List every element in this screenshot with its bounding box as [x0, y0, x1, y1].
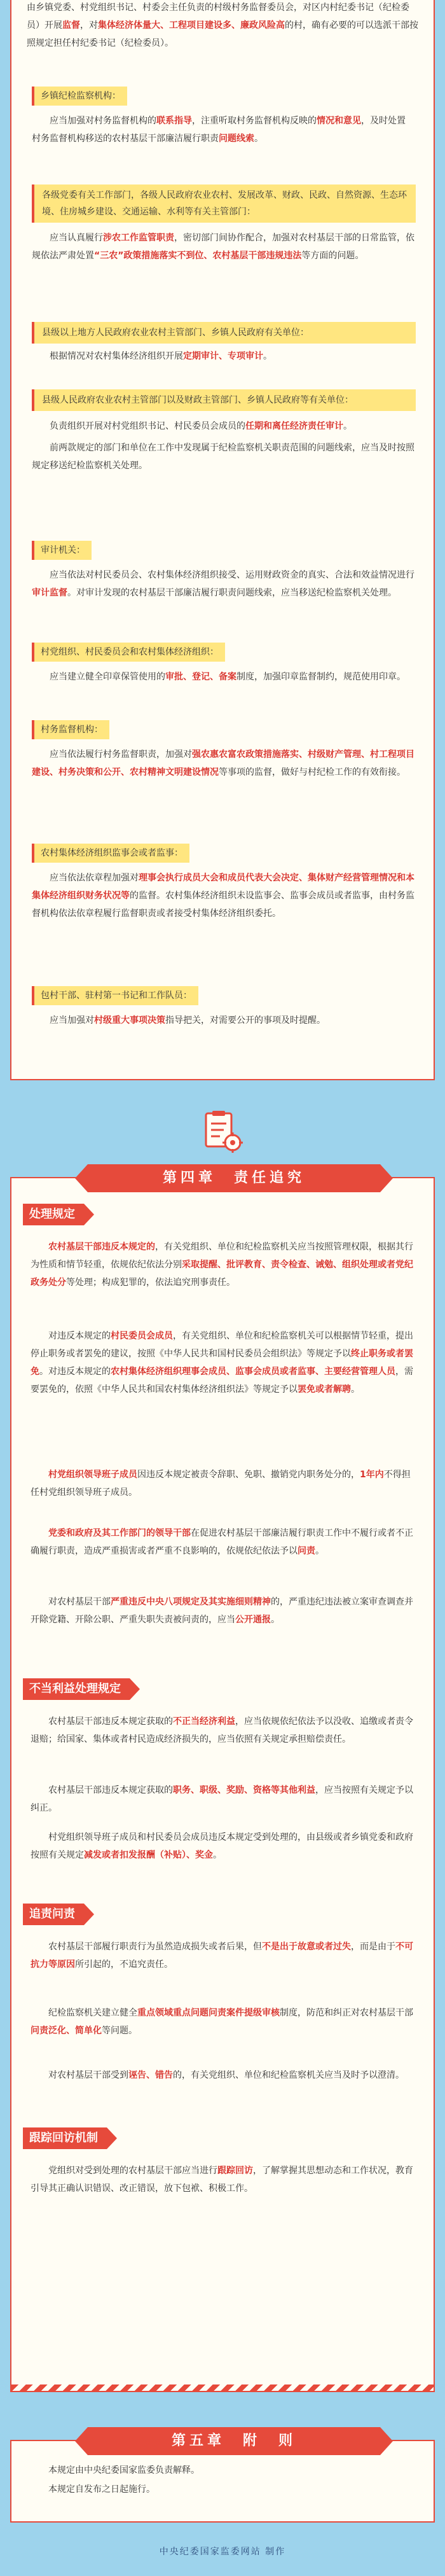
s7-body: 应当依法履行村务监督职责，加强对强农惠农富农政策措施落实、村级财产管理、村工程项目建设、村务决策和公开、农村精神文明建设情况等事项的监督，做好与村纪检工作的有效衔接。: [32, 749, 414, 777]
s1-title: 乡镇纪检监察机构：: [32, 87, 127, 106]
s8: [32, 844, 416, 922]
s5-title: 审计机关：: [32, 541, 92, 560]
s3-title: 县级以上地方人民政府农业农村主管部门、乡镇人民政府有关单位：: [32, 322, 416, 344]
ch4-p3: 村党组织领导班子成员因违反本规定被责令辞职、免职、撤销党内职务处分的，1年内不得担任村党组织领导班子成员。: [31, 1470, 411, 1498]
section-accountability: 追责问责: [23, 1904, 84, 1925]
section-follow-up: 跟踪回访机制: [23, 2127, 107, 2149]
s9-title: 包村干部、驻村第一书记和工作队员：: [32, 986, 198, 1005]
s4-body1: 负责组织开展对村党组织书记、村民委员会成员的任期和离任经济责任审计。: [50, 421, 352, 431]
s8-title: 农村集体经济组织监事会或者监事：: [32, 844, 189, 863]
ch4-p2: 对违反本规定的村民委员会成员，有关党组织、单位和纪检监察机关可以根据情节轻重，提出停止职务或者罢免的建议，按照《中华人民共和国村民委员会组织法》等规定予以终止职务或者罢免。对违反本规定的农村集体经济组织理事会成员、监事会成员或者监事、主要经营管理人员，需要罢免的，依照《中华人民共和国农村集体经济组织法》等规定予以罢免或者解聘。: [31, 1331, 413, 1395]
s5: [32, 541, 416, 602]
ch4-p11: 对农村基层干部受到诬告、错告的，有关党组织、单位和纪检监察机关应当及时予以澄清。: [48, 2070, 404, 2080]
section-improper-benefits: 不当利益处理规定: [23, 1678, 130, 1700]
ch4-p1: 农村基层干部违反本规定的，有关党组织、单位和纪检监察机关应当按照管理权限，根据其行为性质和情节轻重，依规依纪依法分别采取提醒、批评教育、责令检查、诫勉、组织处理或者党纪政务处分等处理；构成犯罪的，依法追究刑事责任。: [31, 1242, 413, 1288]
s8-body: 应当依法依章程加强对理事会执行成员大会和成员代表大会决定、集体财产经营管理情况和本集体经济组织财务状况等的监督。农村集体经济组织未设监事会、监事会成员或者监事，由村务监督机构依法依章程履行监督职责或者接受村集体经济组织委托。: [32, 873, 414, 919]
ch4-p8: 村党组织领导班子成员和村民委员会成员违反本规定受到处理的，由县级或者乡镇党委和政府按照有关规定减发或者扣发报酬（补贴）、奖金。: [31, 1832, 413, 1860]
chapter3-card: [10, 0, 435, 1080]
ch4-p12: 党组织对受到处理的农村基层干部应当进行跟踪回访，了解掌握其思想动态和工作状况，教育引导其正确认识错误、改正错误，放下包袱、积极工作。: [31, 2166, 413, 2194]
footer-credit: 中央纪委国家监委网站 制作: [159, 2547, 286, 2557]
chapter4-banner: 第四章 责任追究: [88, 1164, 380, 1192]
s2-title: 各级党委有关工作部门，各级人民政府农业农村、发展改革、财政、民政、自然资源、生态环境、住房城乡建设、交通运输、水利等有关主管部门：: [32, 184, 416, 223]
s2-body: 应当认真履行涉农工作监管职责，密切部门间协作配合，加强对农村基层干部的日常监管，依规依法严肃处置“三农”政策措施落实不到位、农村基层干部违规违法等方面的问题。: [32, 233, 414, 261]
s7: [32, 720, 416, 781]
s9-body: 应当加强对村级重大事项决策指导把关，对需要公开的事项及时提醒。: [50, 1015, 325, 1026]
chapter5-card: [10, 2433, 435, 2523]
ch5-p1: 本规定由中央纪委国家监委负责解释。: [48, 2465, 200, 2475]
s4-title: 县级人民政府农业农村主管部门以及财政主管部门、乡镇人民政府等有关单位：: [32, 389, 416, 411]
s4: [32, 389, 416, 475]
intro-paragraph: 由乡镇党委、村党组织书记、村委会主任负责的村级村务监督委员会，对区内村纪委书记（纪检委员）开展监督，对集体经济体量大、工程项目建设多、廉政风险高的村，确有必要的可以选派干部按照规定担任村纪委书记（纪检委员）。: [27, 3, 418, 48]
s6-title: 村党组织、村民委员会和农村集体经济组织：: [32, 643, 225, 662]
s6-body: 应当建立健全印章保管使用的审批、登记、备案制度，加强印章监督制约，规范使用印章。: [50, 672, 406, 682]
s3: [32, 322, 416, 365]
s1-body: 应当加强对村务监督机构的联系指导，注重听取村务监督机构反映的情况和意见，及时处置村务监督机构移送的农村基层干部廉洁履行职责问题线索。: [32, 116, 406, 144]
ch4-p4: 党委和政府及其工作部门的领导干部在促进农村基层干部廉洁履行职责工作中不履行或者不正确履行职责，造成严重损害或者严重不良影响的，依规依纪依法予以问责。: [31, 1528, 413, 1556]
s9: [32, 986, 416, 1029]
ch4-p7: 农村基层干部违反本规定获取的职务、职级、奖励、资格等其他利益，应当按照有关规定予以纠正。: [31, 1785, 413, 1813]
s6: [32, 643, 416, 686]
ch5-p2: 本规定自发布之日起施行。: [48, 2484, 155, 2495]
chapter5-banner: 第五章 附 则: [88, 2427, 380, 2455]
s4-body2: 前两款规定的部门和单位在工作中发现属于纪检监察机关职责范围的问题线索，应当及时按照规定移送纪检监察机关处理。: [32, 443, 414, 471]
chapter4-card: [10, 1170, 435, 2392]
decorative-stripe: [11, 2385, 434, 2391]
ch4-p9: 农村基层干部履行职责行为虽然造成损失或者后果，但不是出于故意或者过失，而是由于不可抗力等原因所引起的，不追究责任。: [31, 1942, 413, 1970]
s3-body: 根据情况对农村集体经济组织开展定期审计、专项审计。: [50, 351, 272, 361]
ch4-p6: 农村基层干部违反本规定获取的不正当经济利益，应当依规依纪依法予以没收、追缴或者责令退赔；给国家、集体或者村民造成经济损失的，应当依照有关规定承担赔偿责任。: [31, 1716, 413, 1744]
s2: [32, 184, 416, 265]
s5-body: 应当依法对村民委员会、农村集体经济组织接受、运用财政资金的真实、合法和效益情况进行审计监督。对审计发现的农村基层干部廉洁履行职责问题线索，应当移送纪检监察机关处理。: [32, 570, 414, 598]
s1: [32, 87, 436, 148]
s7-title: 村务监督机构：: [32, 720, 109, 739]
section-handling-rules: 处理规定: [23, 1204, 84, 1225]
ch4-p5: 对农村基层干部严重违反中央八项规定及其实施细则精神的，严重违纪违法被立案审查调查并开除党籍、开除公职、严重失职失责被问责的，应当公开通报。: [31, 1597, 413, 1625]
ch4-p10: 纪检监察机关建立健全重点领域重点问题问责案件提级审核制度，防范和纠正对农村基层干部问责泛化、简单化等问题。: [31, 2008, 413, 2036]
clipboard-gear-icon: [197, 1107, 248, 1158]
